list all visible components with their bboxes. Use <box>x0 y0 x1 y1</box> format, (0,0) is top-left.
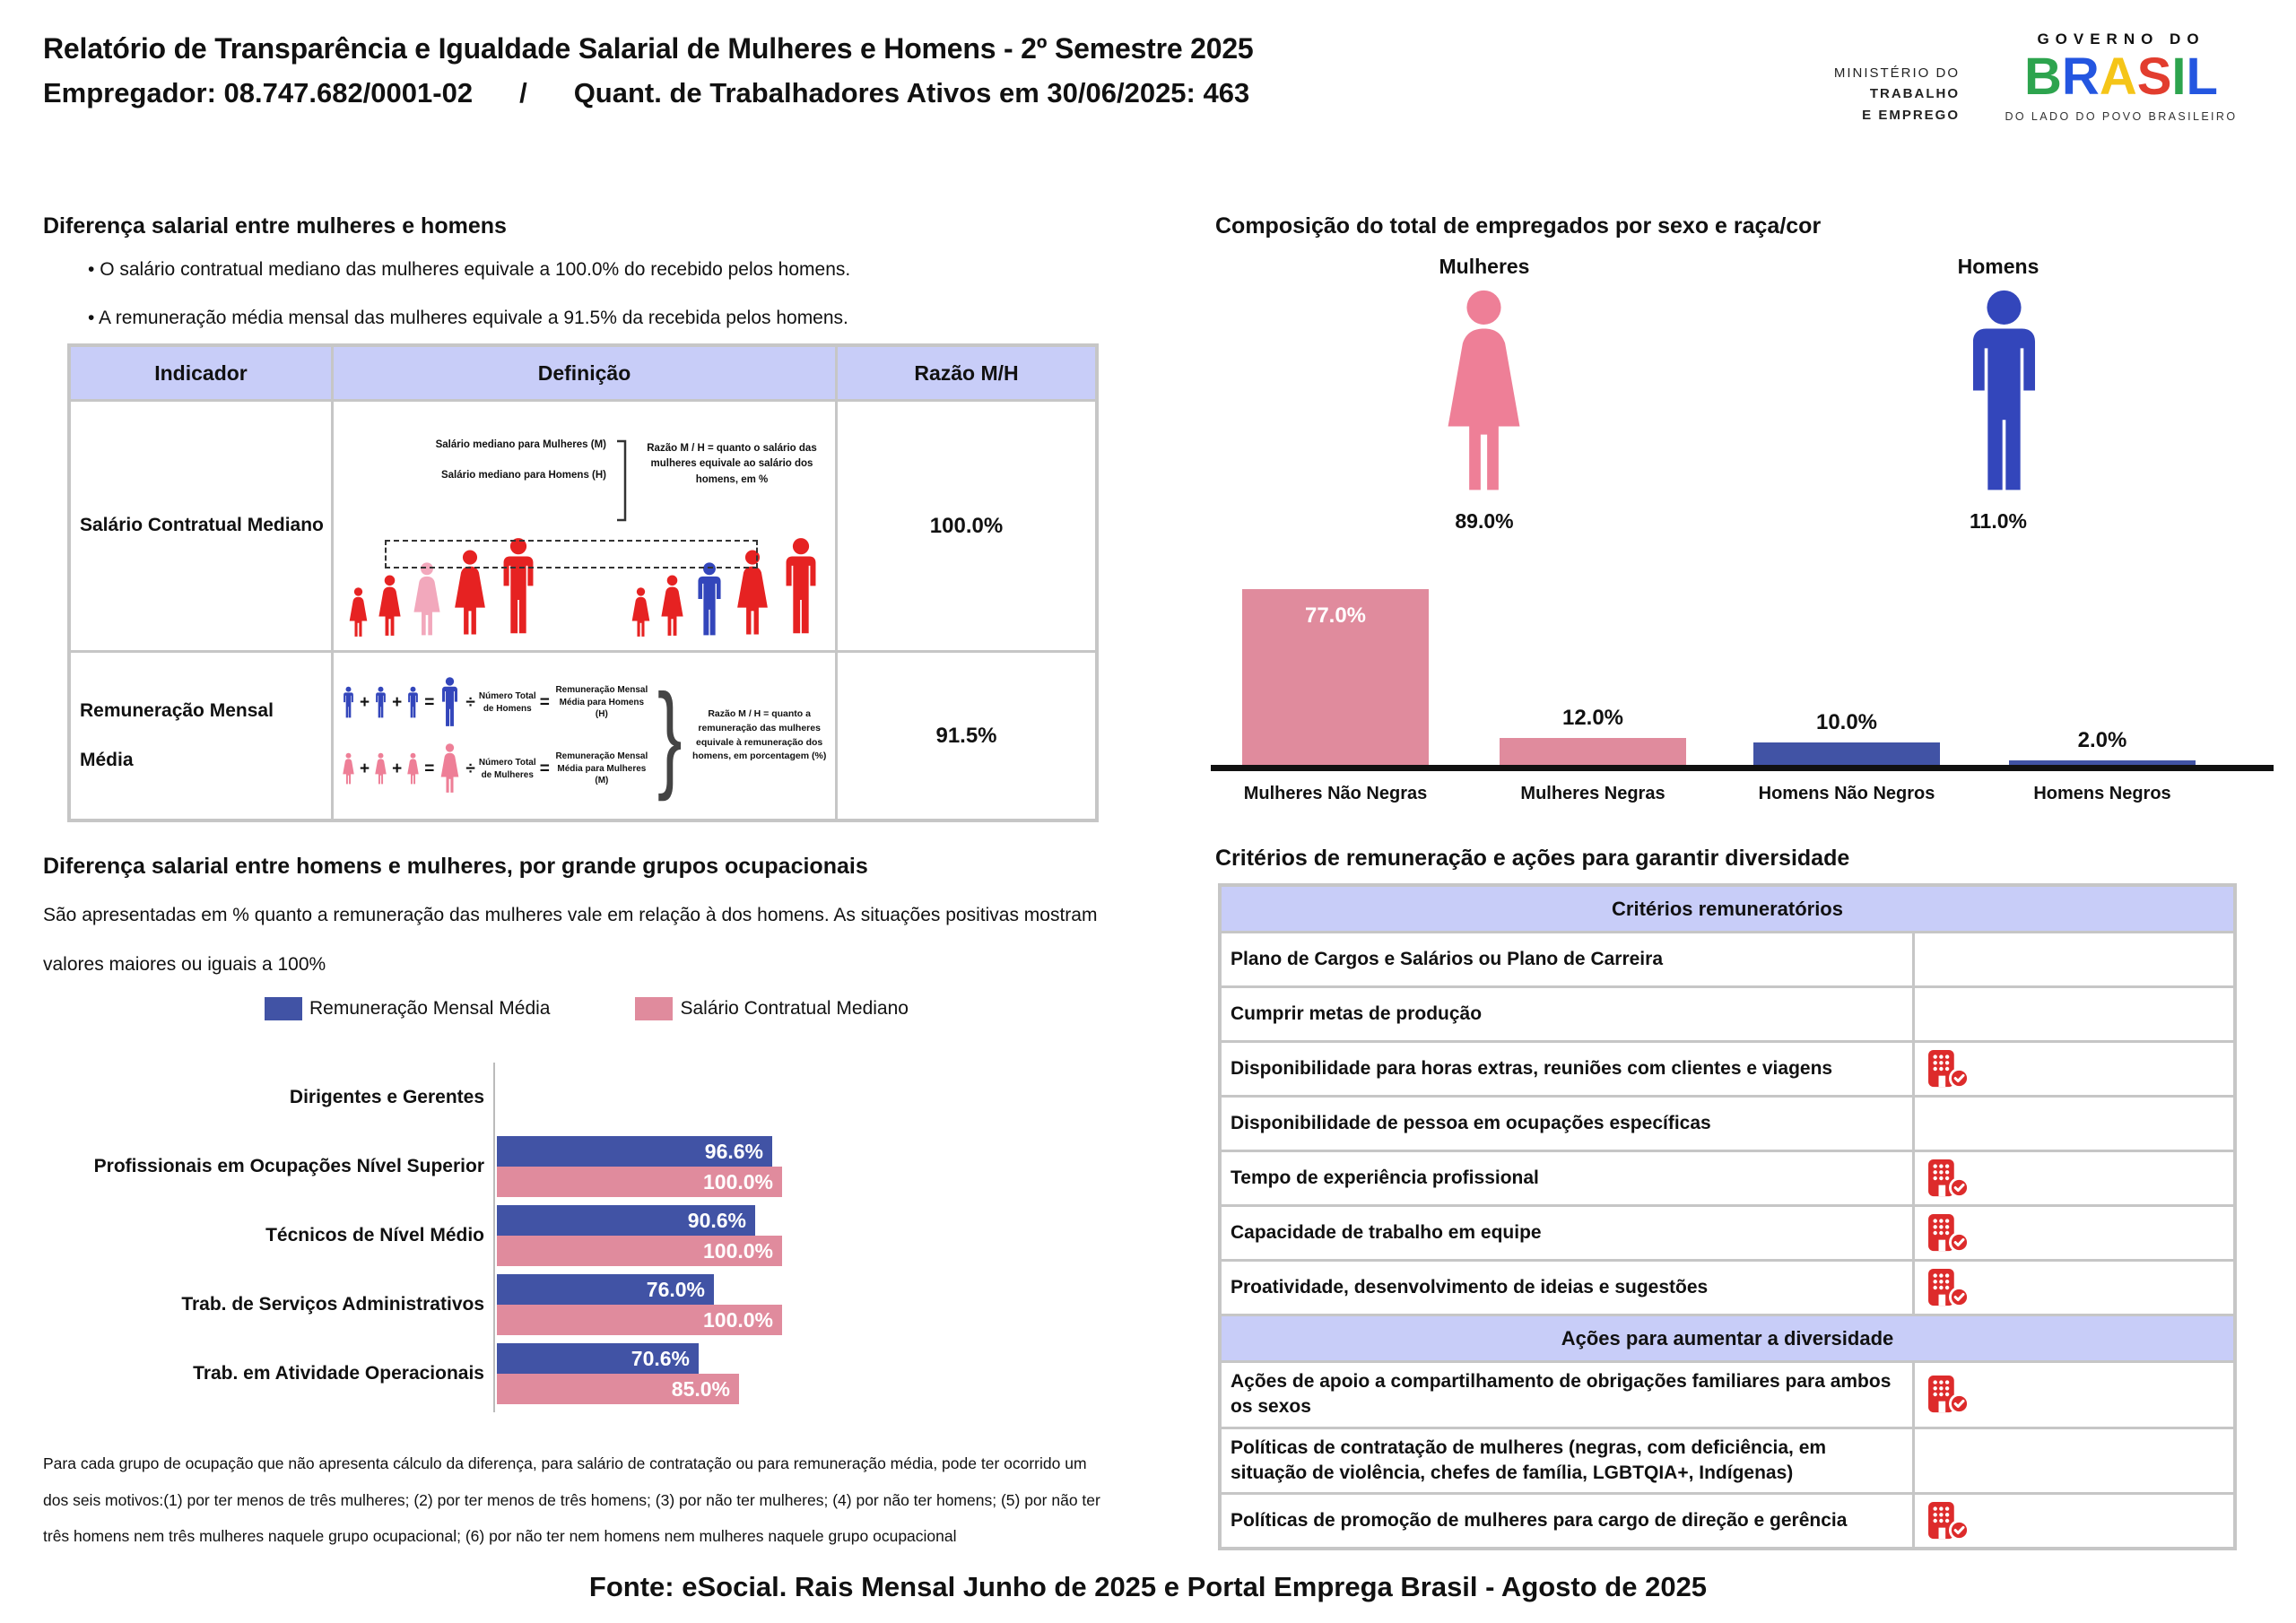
source-footer: Fonte: eSocial. Rais Mensal Junho de 2025 e Portal Emprega Brasil - Agosto de 2025 <box>588 1571 1708 1602</box>
brasil-wordmark <box>1973 50 2269 105</box>
criteria-row <box>1222 1429 2233 1493</box>
legend-label: Salário Contratual Mediano <box>680 998 909 1019</box>
man-icon <box>778 537 824 639</box>
criteria-check-cell <box>1915 1429 2233 1493</box>
man-icon <box>438 677 462 729</box>
criteria-row <box>1222 1207 2233 1259</box>
woman-icon <box>373 752 388 786</box>
separator: / <box>519 77 527 108</box>
bar-Remuneração Mensal Média <box>497 1343 699 1374</box>
count-label: Número Total de Homens <box>478 691 536 714</box>
brace-icon: } <box>657 669 683 803</box>
homens-label: Homens <box>1957 255 2039 278</box>
bullet-text: A remuneração média mensal das mulheres equivale a 91.5% da recebida pelos homens. <box>99 308 848 328</box>
row2-indicator: Remuneração Mensal Média <box>71 653 331 819</box>
criteria-row <box>1222 1262 2233 1314</box>
criteria-row <box>1222 1098 2233 1150</box>
woman-icon <box>1435 289 1533 502</box>
man-icon <box>1955 289 2053 502</box>
man-icon <box>341 686 356 720</box>
bar-category-label: Homens Não Negros <box>1758 784 1935 803</box>
dashed-comparison-box <box>385 540 758 568</box>
row1-ratio: 100.0% <box>838 402 1095 650</box>
ministry-logo <box>1780 63 1960 126</box>
salary-gap-title: Diferença salarial entre mulheres e homens <box>43 213 507 239</box>
man-icon <box>373 686 388 720</box>
governo-do-brasil-logo <box>1973 30 2269 123</box>
formula-row: + + = ÷ Número Total de Mulheres = Remuneração Mensal Média para Mulheres (M) <box>341 743 650 795</box>
criteria-check-cell <box>1915 1043 2233 1095</box>
legend-item <box>265 997 550 1020</box>
row1-indicator: Salário Contratual Mediano <box>71 402 331 650</box>
man-icon <box>691 562 727 639</box>
brand-letter: R <box>2061 48 2100 106</box>
occupational-subtitle: São apresentadas em % quanto a remuneração das mulheres vale em relação à dos homens. As situações positivas mostram valores maiores ou iguais a 100% <box>43 905 1098 975</box>
result-label: Remuneração Mensal Média para Homens (H) <box>555 685 648 720</box>
criteria-row <box>1222 1363 2233 1427</box>
woman-icon <box>346 587 370 639</box>
bar-value-label: 85.0% <box>671 1376 730 1401</box>
criteria-label: Capacidade de trabalho em equipe <box>1222 1207 1912 1259</box>
col-header-indicador: Indicador <box>71 347 331 399</box>
bar-value-label: 90.6% <box>687 1208 746 1232</box>
criteria-check-cell <box>1915 1262 2233 1314</box>
mulheres-percent: 89.0% <box>1455 509 1514 533</box>
bar-Salário Contratual Mediano <box>497 1236 782 1266</box>
occupational-footnote: Para cada grupo de ocupação que não apresenta cálculo da diferença, para salário de contratação ou para remuneração média, pode ter ocorrido um dos seis motivos:(1) por ter menos de três mulheres; (2) por ter menos de três homens; (3) por não ter mulheres; (4) por não ter homens; (5) por não ter três homens nem três mulheres naquele grupo ocupacional; (6) por não ter nem homens nem mulheres naquele grupo ocupacional <box>43 1454 1100 1546</box>
bracket-icon <box>615 439 628 522</box>
bar-Salário Contratual Mediano <box>497 1167 782 1197</box>
mulheres-label: Mulheres <box>1439 255 1530 278</box>
bar-value-label: 76.0% <box>646 1277 705 1301</box>
woman-icon <box>438 743 462 795</box>
criteria-check-cell <box>1915 1098 2233 1150</box>
bullet-median-salary <box>88 259 850 281</box>
criteria-row <box>1222 1043 2233 1095</box>
bar-value-label: 100.0% <box>702 1307 773 1332</box>
bar-value-label: 10.0% <box>1815 710 1878 734</box>
criteria-check-cell <box>1915 988 2233 1040</box>
criteria-title: Critérios de remuneração e ações para garantir diversidade <box>1215 846 1850 871</box>
formula-rows <box>341 677 650 795</box>
criteria-check-cell <box>1915 1495 2233 1547</box>
brand-letter: B <box>2024 48 2062 106</box>
bar-Homens Negros <box>2009 760 2196 765</box>
occupation-category-label: Trab. em Atividade Operacionais <box>193 1362 484 1384</box>
criteria-check-cell <box>1915 933 2233 985</box>
criteria-label: Proatividade, desenvolvimento de ideias e sugestões <box>1222 1262 1912 1314</box>
criteria-row <box>1222 988 2233 1040</box>
criteria-label: Cumprir metas de produção <box>1222 988 1912 1040</box>
company-check-icon <box>1927 1375 1970 1414</box>
brand-letter: S <box>2136 48 2172 106</box>
bar-value-label: 12.0% <box>1561 706 1624 730</box>
median-men-label: Salário mediano para Homens (H) <box>440 470 606 481</box>
criteria-label: Políticas de promoção de mulheres para cargo de direção e gerência <box>1222 1495 1912 1547</box>
gov-logo-top: GOVERNO DO <box>2037 30 2205 48</box>
employer-line <box>43 77 1249 109</box>
mulheres-figure <box>1435 289 1533 507</box>
bar-value-label: 70.6% <box>631 1346 690 1370</box>
occupational-title: Diferença salarial entre homens e mulheres, por grande grupos ocupacionais <box>43 854 868 879</box>
bar-Homens Não Negros <box>1753 742 1940 765</box>
ministry-line1: MINISTÉRIO DO <box>1833 65 1960 81</box>
brand-letter: A <box>2099 48 2137 106</box>
bullet-text: O salário contratual mediano das mulheres equivale a 100.0% do recebido pelos homens. <box>100 259 851 280</box>
legend-label: Remuneração Mensal Média <box>309 998 551 1019</box>
criteria-section-header: Ações para aumentar a diversidade <box>1222 1316 2233 1360</box>
criteria-label: Plano de Cargos e Salários ou Plano de Carreira <box>1222 933 1912 985</box>
bar-value-label: 100.0% <box>702 1169 773 1193</box>
legend-swatch <box>265 997 302 1020</box>
criteria-label: Políticas de contratação de mulheres (negras, com deficiência, em situação de violência, chefes de família, LGBTQIA+, Indígenas) <box>1222 1429 1912 1493</box>
formula-row: + + = ÷ Número Total de Homens = Remuneração Mensal Média para Homens (H) <box>341 677 650 729</box>
brand-letter: I <box>2171 48 2187 106</box>
criteria-label: Tempo de experiência profissional <box>1222 1152 1912 1204</box>
active-workers: Quant. de Trabalhadores Ativos em 30/06/2025: 463 <box>573 77 1250 108</box>
brand-letter: L <box>2186 48 2218 106</box>
chart-legend <box>265 997 909 1020</box>
occupation-category-label: Técnicos de Nível Médio <box>265 1224 484 1245</box>
indicator-table <box>67 343 1099 822</box>
legend-swatch <box>635 997 673 1020</box>
criteria-section-header: Critérios remuneratórios <box>1222 887 2233 931</box>
criteria-check-cell <box>1915 1207 2233 1259</box>
bar-Remuneração Mensal Média <box>497 1136 772 1167</box>
criteria-check-cell <box>1915 1152 2233 1204</box>
employer-id: Empregador: 08.747.682/0001-02 <box>43 77 474 108</box>
occupational-bar-chart <box>43 1063 1110 1414</box>
occupation-category-label: Trab. de Serviços Administrativos <box>181 1293 484 1315</box>
median-women-label: Salário mediano para Mulheres (M) <box>435 439 606 450</box>
bar-value-label: 96.6% <box>704 1139 763 1163</box>
x-axis-line <box>1211 765 2274 771</box>
bar-value-label: 77.0% <box>1304 603 1367 628</box>
occupation-category-label: Profissionais em Ocupações Nível Superior <box>93 1155 484 1176</box>
woman-icon <box>405 752 421 786</box>
composition-bar-chart <box>1211 554 2274 771</box>
bar-Salário Contratual Mediano <box>497 1305 782 1335</box>
criteria-label: Ações de apoio a compartilhamento de obrigações familiares para ambos os sexos <box>1222 1363 1912 1427</box>
bullet-mean-salary <box>88 308 848 329</box>
criteria-table <box>1218 883 2237 1550</box>
bar-Remuneração Mensal Média <box>497 1205 755 1236</box>
company-check-icon <box>1927 1159 1970 1198</box>
criteria-row <box>1222 933 2233 985</box>
col-header-razao: Razão M/H <box>838 347 1095 399</box>
bar-Mulheres Negras <box>1500 738 1686 765</box>
man-icon <box>405 686 421 720</box>
criteria-row <box>1222 1495 2233 1547</box>
bullet-marker: • <box>88 259 95 280</box>
criteria-row <box>1222 1152 2233 1204</box>
company-check-icon <box>1927 1049 1970 1089</box>
bar-value-label: 100.0% <box>702 1238 773 1263</box>
ministry-line2: TRABALHO <box>1869 86 1960 102</box>
bar-category-label: Mulheres Não Negras <box>1243 784 1428 803</box>
homens-percent: 11.0% <box>1970 509 2027 533</box>
ministry-line3: E EMPREGO <box>1862 107 1960 123</box>
result-label: Remuneração Mensal Média para Mulheres (M) <box>555 751 648 786</box>
bar-Salário Contratual Mediano <box>497 1374 739 1404</box>
bar-category-label: Homens Negros <box>2033 784 2171 803</box>
bar-Remuneração Mensal Média <box>497 1274 714 1305</box>
row2-definition-diagram <box>334 653 835 819</box>
woman-icon <box>657 575 687 639</box>
page-title: Relatório de Transparência e Igualdade Salarial de Mulheres e Homens - 2º Semestre 2025 <box>43 32 1254 65</box>
row1-definition-diagram <box>334 402 835 650</box>
row2-ratio: 91.5% <box>838 653 1095 819</box>
bar-value-label: 2.0% <box>2077 728 2127 752</box>
company-check-icon <box>1927 1268 1970 1307</box>
company-check-icon <box>1927 1213 1970 1253</box>
criteria-label: Disponibilidade de pessoa em ocupações específicas <box>1222 1098 1912 1150</box>
woman-icon <box>409 562 445 639</box>
woman-icon <box>375 575 404 639</box>
woman-icon <box>629 587 653 639</box>
bullet-marker: • <box>88 308 95 328</box>
gov-logo-tagline: DO LADO DO POVO BRASILEIRO <box>2005 109 2238 123</box>
ratio-note: Razão M / H = quanto o salário das mulheres equivale ao salário dos homens, em % <box>647 443 817 485</box>
composition-category-labels <box>1211 784 2274 814</box>
composition-title: Composição do total de empregados por sexo e raça/cor <box>1215 213 1822 239</box>
occupation-category-label: Dirigentes e Gerentes <box>289 1086 484 1107</box>
y-axis-line <box>493 1063 495 1412</box>
count-label: Número Total de Mulheres <box>478 758 536 780</box>
criteria-check-cell <box>1915 1363 2233 1427</box>
homens-figure <box>1955 289 2053 507</box>
col-header-definicao: Definição <box>334 347 835 399</box>
criteria-label: Disponibilidade para horas extras, reuniões com clientes e viagens <box>1222 1043 1912 1095</box>
ratio-note2: Razão M / H = quanto a remuneração das mulheres equivale à remuneração dos homens, em porcentagem (%) <box>691 708 827 762</box>
bar-category-label: Mulheres Negras <box>1520 784 1665 803</box>
woman-icon <box>341 752 356 786</box>
legend-item <box>635 997 908 1020</box>
company-check-icon <box>1927 1501 1970 1541</box>
